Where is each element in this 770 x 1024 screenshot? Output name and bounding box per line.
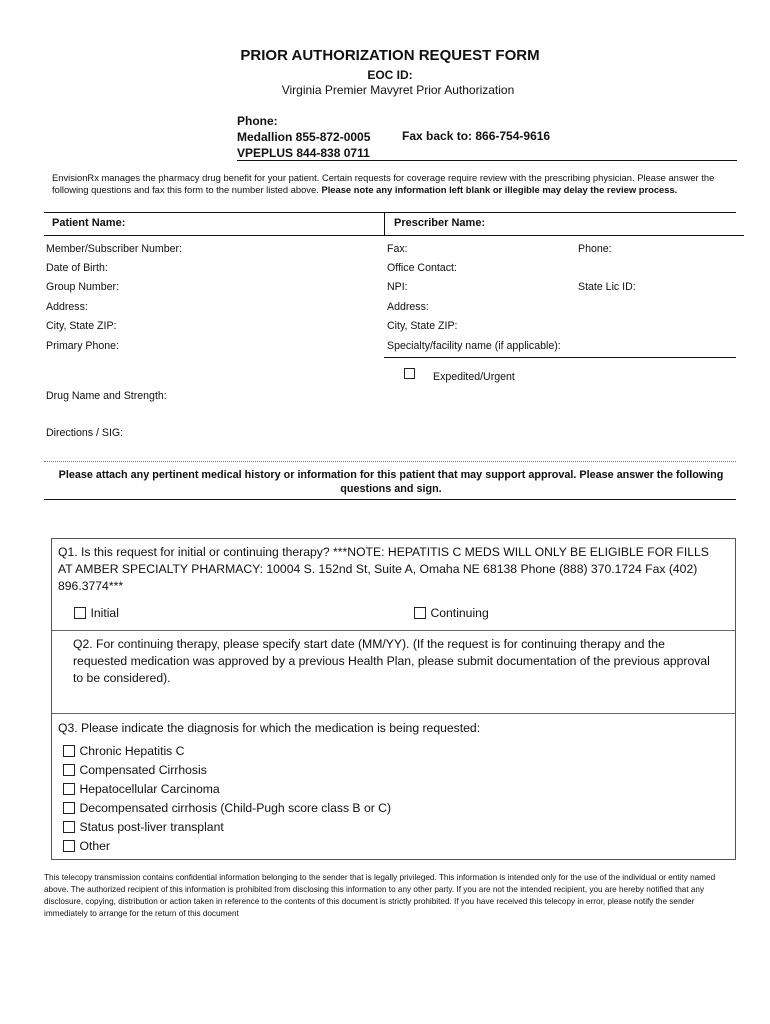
diagnosis-option-chronic-hep-c[interactable] [63,742,184,760]
other-label: Other [79,839,110,853]
initial-checkbox[interactable] [74,607,86,619]
hcc-label: Hepatocellular Carcinoma [79,782,220,796]
diagnosis-option-other[interactable] [63,837,110,855]
prescriber-address-label: Address: [387,301,429,313]
q1-option-initial[interactable] [74,604,119,622]
phone-label: Phone: [237,114,278,128]
office-contact-label: Office Contact: [387,262,457,274]
medallion-phone: Medallion 855-872-0005 [237,130,371,144]
intro-bold: Please note any information left blank or illegible may delay the review process. [321,184,678,195]
header-divider [237,160,737,161]
diagnosis-option-decompensated[interactable] [63,799,391,817]
prescriber-phone-label: Phone: [578,243,612,255]
intro-text [52,172,732,196]
liver-transplant-label: Status post-liver transplant [79,820,224,834]
decompensated-checkbox[interactable] [63,802,75,814]
vpeplus-phone: VPEPLUS 844-838 0711 [237,146,370,160]
q3-text: Q3. Please indicate the diagnosis for which the medication is being requested: [58,721,481,735]
eoc-id-label: EOC ID: [367,68,413,82]
npi-label: NPI: [387,281,408,293]
drug-name-strength-label: Drug Name and Strength: [46,390,167,402]
fax-back-number: Fax back to: 866-754-9616 [402,129,551,143]
compensated-cirrhosis-label: Compensated Cirrhosis [79,763,207,777]
chronic-hep-c-label: Chronic Hepatitis C [79,744,185,758]
diagnosis-option-hcc[interactable] [63,780,220,798]
prescriber-fax-label: Fax: [387,243,408,255]
group-number-label: Group Number: [46,281,120,293]
dob-label: Date of Birth: [46,262,108,274]
attach-instructions: Please attach any pertinent medical history or information for this patient that may support approval. Please answer the following questions and sign. [58,469,724,495]
prescriber-name-underline[interactable] [384,235,744,236]
specialty-underline [384,357,736,358]
hcc-checkbox[interactable] [63,783,75,795]
diagnosis-option-compensated-cirrhosis[interactable] [63,761,207,779]
attach-dotted-line [44,461,736,462]
other-checkbox[interactable] [63,840,75,852]
confidentiality-disclaimer: This telecopy transmission contains confidential information belonging to the sender that is legally privileged. This information is intended only for the use of the individual or entity named above. The authorized recipient of this information is prohibited from disclosing this information to any other party. If you are not the intended recipient, you are hereby notified that any disclosure, copying, distribution or action taken in reference to the contents of this document is strictly prohibited. If you have received this telecopy in error, please notify the sender immediately to arrange for the return of this document [44,873,716,918]
patient-name-label: Patient Name: [52,217,126,229]
form-title: PRIOR AUTHORIZATION REQUEST FORM [240,47,540,64]
diagnosis-option-liver-transplant[interactable] [63,818,224,836]
intro-normal: EnvisionRx manages the pharmacy drug benefit for your patient. Certain requests for coverage require review with the prescribing physician. Please answer the following questions and fax this form to the number listed above. [52,172,715,195]
expedited-checkbox[interactable] [404,368,415,379]
prescriber-name-label: Prescriber Name: [394,217,486,229]
expedited-label: Expedited/Urgent [433,371,515,383]
attach-bottom-line [44,499,736,500]
decompensated-label: Decompensated cirrhosis (Child-Pugh score class B or C) [79,801,392,815]
continuing-label: Continuing [430,606,489,620]
q1-text: Q1. Is this request for initial or continuing therapy? ***NOTE: HEPATITIS C MEDS WILL ONLY BE ELIGIBLE FOR FILLS AT AMBER SPECIALTY PHARMACY: 10004 S. 152nd St, Suite A, Omaha NE 68138 Phone (888) 370.1724 Fax (402) 896.3774*** [58,545,709,593]
primary-phone-label: Primary Phone: [46,340,120,352]
specialty-label: Specialty/facility name (if applicable): [387,340,561,352]
form-subtitle: Virginia Premier Mavyret Prior Authorization [281,83,515,97]
q2-q3-divider [52,713,735,714]
name-row-divider [384,212,385,236]
q1-q2-divider [52,630,735,631]
directions-label: Directions / SIG: [46,427,124,439]
patient-address-label: Address: [46,301,88,313]
chronic-hep-c-checkbox[interactable] [63,745,75,757]
patient-name-underline[interactable] [44,235,384,236]
q1-option-continuing[interactable] [414,604,489,622]
member-number-label: Member/Subscriber Number: [46,243,182,255]
continuing-checkbox[interactable] [414,607,426,619]
q2-text: Q2. For continuing therapy, please specify start date (MM/YY). (If the request is for continuing therapy and the requested medication was approved by a previous Health Plan, please submit documentation of the previous approval to be considered). [73,637,710,685]
patient-city-state-zip-label: City, State ZIP: [46,320,117,332]
name-row-top-line [44,212,736,213]
phone-block [237,113,370,161]
liver-transplant-checkbox[interactable] [63,821,75,833]
prescriber-city-state-zip-label: City, State ZIP: [387,320,458,332]
initial-label: Initial [90,606,119,620]
state-lic-label: State Lic ID: [578,281,636,293]
compensated-cirrhosis-checkbox[interactable] [63,764,75,776]
